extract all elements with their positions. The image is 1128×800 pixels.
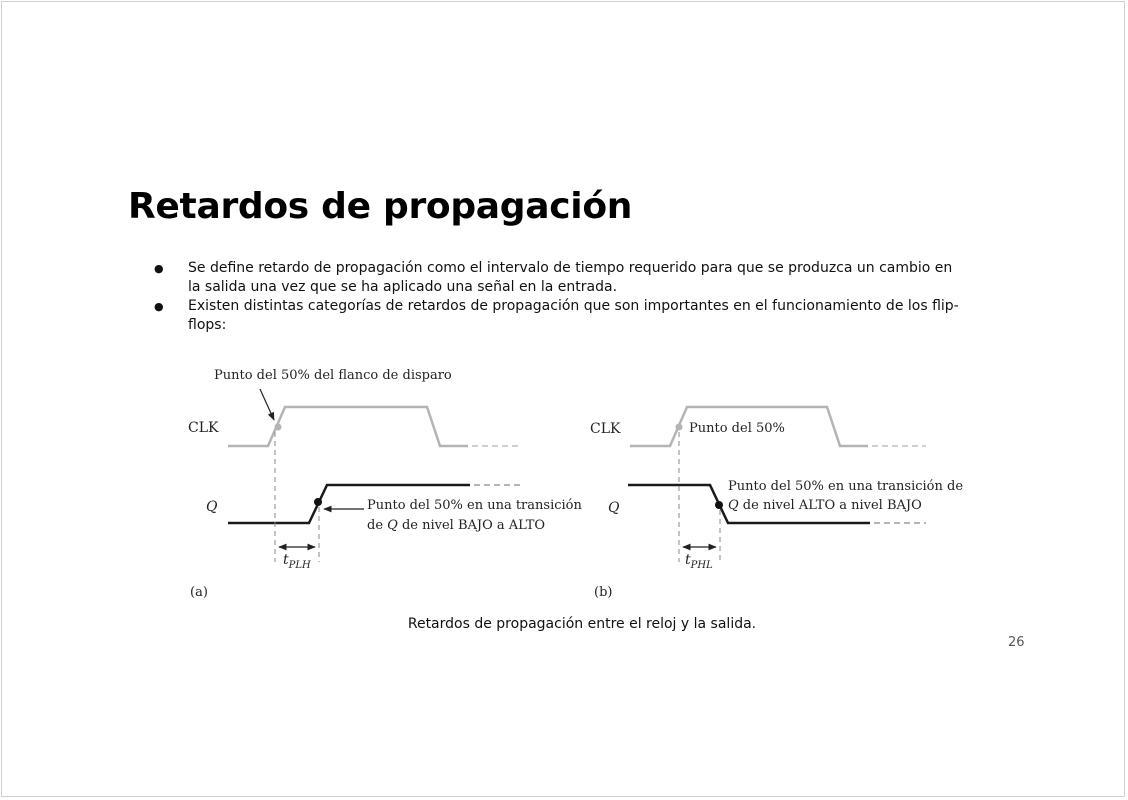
bullet-item: ● Existen distintas categorías de retardos de propagación que son importantes en el funcionamiento de los flip-flops:: [152, 297, 962, 335]
page-number: 26: [1008, 635, 1025, 650]
q-note-suffix: de nivel BAJO a ALTO: [397, 518, 546, 533]
q-transition-note-b-line2: [728, 498, 922, 513]
clk-midpoint-note-b: Punto del 50%: [689, 421, 785, 436]
slide: [1, 1, 1125, 797]
timing-diagram-a: [188, 368, 582, 600]
clk-label-b: CLK: [590, 421, 621, 437]
tplh-label: [283, 552, 311, 571]
tphl-label: [685, 552, 713, 571]
timing-diagram-b: [590, 407, 963, 600]
q-midpoint-a: [314, 498, 322, 506]
q-transition-note-line2: [367, 518, 545, 533]
tplh-main: t: [283, 552, 289, 568]
tplh-sub: PLH: [288, 560, 311, 571]
clk-waveform-a: [228, 407, 468, 446]
panel-label-a: (a): [190, 585, 208, 600]
timing-diagram-figure: [2, 2, 1126, 798]
slide-title: Retardos de propagación: [128, 186, 633, 227]
panel-label-b: (b): [594, 585, 613, 600]
q-note-q: Q: [387, 518, 398, 533]
q-transition-note-b-line1: Punto del 50% en una transición de: [728, 479, 964, 494]
figure-caption: Retardos de propagación entre el reloj y la salida.: [407, 616, 757, 632]
q-midpoint-b: [715, 501, 723, 509]
q-note-b-suffix: de nivel ALTO a nivel BAJO: [738, 498, 922, 513]
q-note-prefix: de: [367, 518, 388, 533]
q-note-b-q: Q: [728, 498, 739, 513]
clk-midpoint-b: [676, 424, 683, 431]
clk-label-a: CLK: [188, 420, 219, 436]
q-label-b: Q: [608, 500, 620, 516]
trigger-point-note: Punto del 50% del flanco de disparo: [214, 368, 452, 383]
tphl-sub: PHL: [690, 560, 713, 571]
trigger-note-arrow: [260, 389, 274, 420]
q-transition-note-line1: Punto del 50% en una transición: [367, 498, 582, 513]
bullet-item: ● Se define retardo de propagación como el intervalo de tiempo requerido para que se produzca un cambio en la salida una vez que se ha aplicado una señal en la entrada.: [152, 259, 962, 297]
clk-midpoint-a: [275, 424, 282, 431]
q-label-a: Q: [206, 499, 218, 515]
tphl-main: t: [685, 552, 691, 568]
